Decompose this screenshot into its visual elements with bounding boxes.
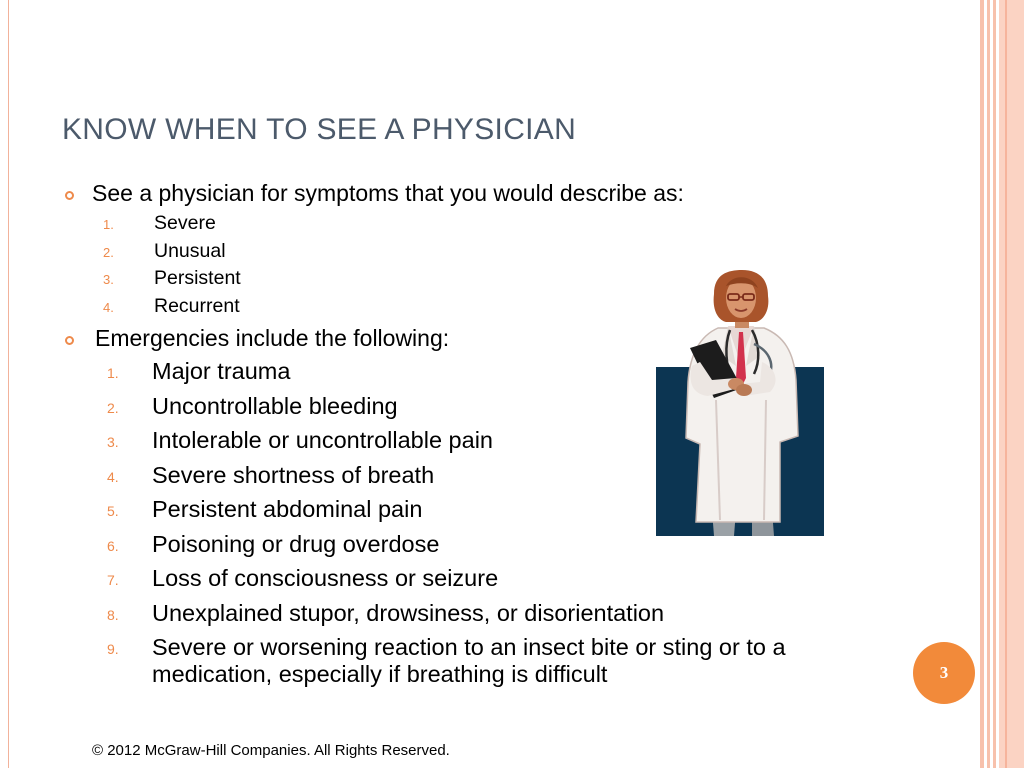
list-number: 7. — [107, 572, 119, 588]
right-border-stripe — [987, 0, 990, 768]
bullet-text: See a physician for symptoms that you would describe as: — [92, 180, 684, 206]
list-number: 3. — [103, 272, 114, 287]
slide-title: KNOW WHEN TO SEE A PHYSICIAN — [62, 113, 577, 146]
list-number: 2. — [103, 244, 114, 260]
list-item-text: Intolerable or uncontrollable pain — [152, 427, 493, 453]
list-number: 4. — [107, 468, 119, 485]
left-border-line — [8, 0, 9, 768]
right-border-stripe — [980, 0, 984, 768]
list-item-text: Severe — [154, 212, 216, 234]
right-border-stripe — [993, 0, 996, 768]
right-border-stripe — [999, 0, 1024, 768]
list-item-text: Recurrent — [154, 294, 240, 317]
list-number: 1. — [103, 217, 114, 232]
page-number-badge: 3 — [913, 642, 975, 704]
right-border-stripe — [1005, 0, 1007, 768]
list-item-text: Poisoning or drug overdose — [152, 530, 440, 557]
list-item-text: Persistent abdominal pain — [152, 496, 423, 522]
bullet-circle-icon — [65, 336, 74, 345]
list-number: 9. — [107, 641, 119, 657]
list-number: 2. — [107, 399, 119, 416]
bullet-circle-icon — [65, 191, 74, 200]
list-item-text: Uncontrollable bleeding — [152, 392, 398, 419]
bullet-text: Emergencies include the following: — [95, 325, 450, 351]
list-item-text: Severe shortness of breath — [152, 461, 435, 488]
list-item-text: Loss of consciousness or seizure — [152, 565, 499, 591]
list-number: 8. — [107, 606, 119, 623]
list-number: 3. — [107, 434, 119, 450]
list-item-text: Major trauma — [152, 358, 291, 384]
list-number: 1. — [107, 365, 119, 381]
list-number: 5. — [107, 503, 119, 519]
copyright-footer: © 2012 McGraw-Hill Companies. All Rights Reserved. — [92, 742, 450, 759]
list-item-text: Severe or worsening reaction to an insect bite or sting or to a medication, especially if breathing is difficult — [152, 634, 786, 687]
list-item-text: Unexplained stupor, drowsiness, or disorientation — [152, 599, 665, 626]
list-item-text: Persistent — [154, 267, 241, 289]
list-number: 4. — [103, 299, 114, 315]
list-number: 6. — [107, 537, 119, 554]
list-item-text: Unusual — [154, 239, 226, 262]
doctor-illustration — [656, 270, 826, 538]
